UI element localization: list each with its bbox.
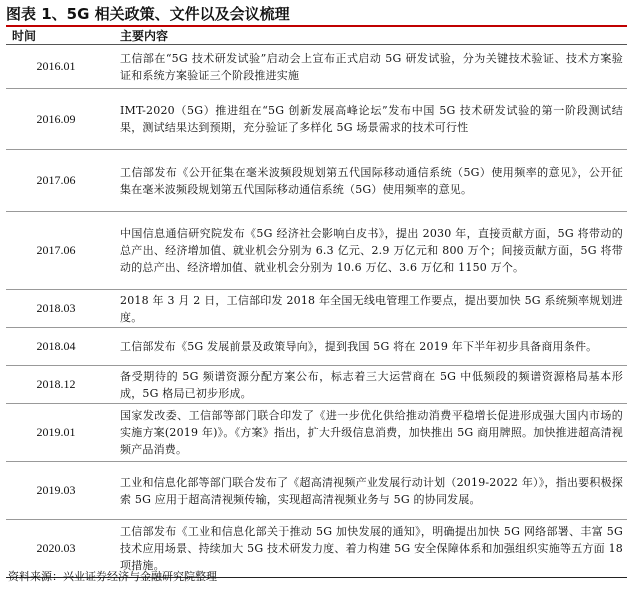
table-row bbox=[6, 89, 627, 150]
column-header-content: 主要内容 bbox=[106, 28, 627, 45]
row-content: 工信部在“5G 技术研发试验”启动会上宣布正式启动 5G 研发试验，分为关键技术验证、技术方案验证和系统方案验证三个阶段推进实施 bbox=[106, 45, 627, 89]
table-header-row bbox=[6, 28, 627, 45]
title-rule bbox=[6, 25, 627, 27]
row-content: 工信部发布《公开征集在毫米波频段规划第五代国际移动通信系统（5G）使用频率的意见》，公开征集在毫米波频段规划第五代国际移动通信系统（5G）使用频率的意见。 bbox=[106, 150, 627, 212]
row-content: 2018 年 3 月 2 日，工信部印发 2018 年全国无线电管理工作要点，提出要加快 5G 系统频率规划进度。 bbox=[106, 290, 627, 328]
row-content: IMT-2020（5G）推进组在“5G 创新发展高峰论坛”发布中国 5G 技术研发试验的第一阶段测试结果，测试结果达到预期，充分验证了多样化 5G 场景需求的技术可行性 bbox=[106, 89, 627, 150]
figure-title: 图表 1、5G 相关政策、文件以及会议梳理 bbox=[6, 5, 290, 23]
row-time: 2016.01 bbox=[6, 45, 106, 89]
column-header-time: 时间 bbox=[6, 28, 106, 45]
table-row bbox=[6, 462, 627, 520]
row-time: 2018.12 bbox=[6, 366, 106, 404]
table-row bbox=[6, 45, 627, 89]
policy-table bbox=[6, 28, 627, 578]
row-content: 中国信息通信研究院发布《5G 经济社会影响白皮书》，提出 2030 年，直接贡献方面，5G 将带动的总产出、经济增加值、就业机会分别为 6.3 亿元、2.9 万亿元和 800 万个；间接贡献方面，5G 将带动的总产出、经济增加值、就业机会分别为 10.6 万亿、3.6 万亿和 1150 万个。 bbox=[106, 212, 627, 290]
row-content: 工信部发布《工业和信息化部关于推动 5G 加快发展的通知》，明确提出加快 5G 网络部署、丰富 5G 技术应用场景、持续加大 5G 技术研发力度、着力构建 5G 安全保障体系和加强组织实施等五方面 18 项措施。 bbox=[106, 520, 627, 578]
source-note: 资料来源：兴业证券经济与金融研究院整理 bbox=[8, 570, 217, 583]
row-time: 2018.03 bbox=[6, 290, 106, 328]
table-row bbox=[6, 212, 627, 290]
row-time: 2017.06 bbox=[6, 212, 106, 290]
table-row bbox=[6, 404, 627, 462]
table-row bbox=[6, 366, 627, 404]
row-time: 2019.01 bbox=[6, 404, 106, 462]
row-time: 2017.06 bbox=[6, 150, 106, 212]
table-row bbox=[6, 328, 627, 366]
row-time: 2016.09 bbox=[6, 89, 106, 150]
row-time: 2019.03 bbox=[6, 462, 106, 520]
row-content: 备受期待的 5G 频谱资源分配方案公布，标志着三大运营商在 5G 中低频段的频谱资源格局基本形成，5G 格局已初步形成。 bbox=[106, 366, 627, 404]
row-content: 工业和信息化部等部门联合发布了《超高清视频产业发展行动计划（2019-2022 年）》，指出要积极探索 5G 应用于超高清视频传输，实现超高清视频业务与 5G 的协同发展。 bbox=[106, 462, 627, 520]
table-row bbox=[6, 150, 627, 212]
table-row bbox=[6, 290, 627, 328]
row-time: 2018.04 bbox=[6, 328, 106, 366]
row-content: 国家发改委、工信部等部门联合印发了《进一步优化供给推动消费平稳增长促进形成强大国内市场的实施方案(2019 年)》。《方案》指出，扩大升级信息消费，加快推出 5G 商用牌照。加快推进超高清视频产品消费。 bbox=[106, 404, 627, 462]
row-time: 2020.03 bbox=[6, 520, 106, 578]
row-content: 工信部发布《5G 发展前景及政策导向》，提到我国 5G 将在 2019 年下半年初步具备商用条件。 bbox=[106, 328, 627, 366]
